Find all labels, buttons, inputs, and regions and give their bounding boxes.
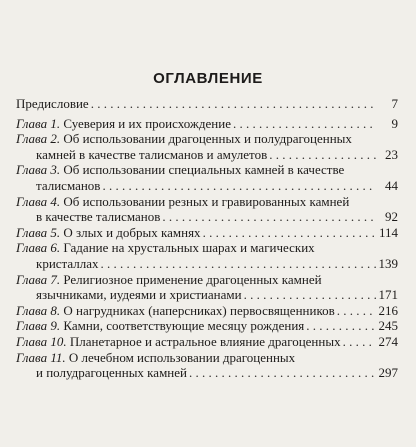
show-through-text-top <box>0 0 416 68</box>
chapter-title-line: кристаллах <box>36 255 99 271</box>
toc-entry-chapter-5[interactable] <box>16 225 398 241</box>
chapter-number: Глава 4. <box>16 193 61 209</box>
dot-leader <box>102 178 376 194</box>
toc-entry-chapter-7[interactable] <box>16 272 398 303</box>
toc-entry-chapter-10[interactable] <box>16 334 398 350</box>
chapter-number: Глава 3. <box>16 162 61 178</box>
chapter-title-line: Религиозное применение драгоценных камней <box>63 271 322 287</box>
dot-leader <box>233 116 376 132</box>
toc-entry-chapter-2[interactable] <box>16 131 398 162</box>
page-number: 274 <box>378 333 398 349</box>
page-number: 171 <box>378 287 398 303</box>
preface-label: Предисловие <box>16 96 89 111</box>
chapter-number: Глава 7. <box>16 271 61 287</box>
chapter-title-line: Об использовании резных и гравированных камней <box>63 193 350 209</box>
page-number: 297 <box>378 365 398 381</box>
chapter-title-line: Планетарное и астральное влияние драгоценных <box>69 333 341 349</box>
chapter-number: Глава 5. <box>16 224 61 240</box>
chapter-title-line: Камни, соответствующие месяцу рождения <box>63 318 305 334</box>
dot-leader <box>203 225 376 241</box>
chapter-title-line: О нагрудниках (наперсниках) первосвященников <box>63 302 335 318</box>
dot-leader <box>343 334 376 350</box>
chapter-number: Глава 1. <box>16 115 61 131</box>
dot-leader <box>306 318 376 334</box>
chapter-title-line: в качестве талисманов <box>36 209 161 225</box>
toc-entry-chapter-6[interactable] <box>16 240 398 271</box>
show-through-text-bottom <box>0 363 416 447</box>
dot-leader <box>91 96 376 112</box>
page-number: 44 <box>385 177 398 193</box>
page-number: 139 <box>378 255 398 271</box>
toc-entry-preface[interactable] <box>16 96 398 112</box>
chapter-number: Глава 10. <box>16 333 67 349</box>
chapter-title-line: Об использовании драгоценных и полудрагоценных <box>63 131 352 147</box>
page-number: 114 <box>378 224 398 240</box>
chapter-number: Глава 11. <box>16 349 66 365</box>
chapter-title-line: О лечебном использовании драгоценных <box>68 349 296 365</box>
chapter-title-line: и полудрагоценных камней <box>36 365 187 381</box>
chapter-title-line: Об использовании специальных камней в качестве <box>63 162 345 178</box>
chapter-title-line: Гадание на хрустальных шарах и магических <box>63 240 315 256</box>
chapter-number: Глава 8. <box>16 302 61 318</box>
chapter-title-line: О злых и добрых камнях <box>63 224 201 240</box>
page-number: 23 <box>385 146 398 162</box>
chapter-title-line: язычниками, иудеями и христианами <box>36 287 242 303</box>
table-of-contents <box>16 96 398 381</box>
chapter-title-line: талисманов <box>36 177 101 193</box>
page-title: ОГЛАВЛЕНИЕ <box>153 70 263 87</box>
page-number: 92 <box>385 209 398 225</box>
dot-leader <box>101 256 376 272</box>
dot-leader <box>162 209 376 225</box>
toc-entry-chapter-8[interactable] <box>16 303 398 319</box>
toc-entry-chapter-4[interactable] <box>16 194 398 225</box>
dot-leader <box>244 287 376 303</box>
chapter-title-line: камней в качестве талисманов и амулетов <box>36 146 268 162</box>
chapter-number: Глава 9. <box>16 318 61 334</box>
page-number: 245 <box>378 318 398 334</box>
chapter-title-line: Суеверия и их происхождение <box>63 115 231 131</box>
toc-entry-chapter-1[interactable] <box>16 116 398 132</box>
page-number: 9 <box>391 115 398 131</box>
page-number: 216 <box>378 302 398 318</box>
chapter-number: Глава 6. <box>16 240 61 256</box>
dot-leader <box>269 147 376 163</box>
chapter-number: Глава 2. <box>16 131 61 147</box>
dot-leader <box>337 303 376 319</box>
toc-entry-chapter-9[interactable] <box>16 318 398 334</box>
page-number: 7 <box>391 96 398 111</box>
toc-entry-chapter-3[interactable] <box>16 162 398 193</box>
